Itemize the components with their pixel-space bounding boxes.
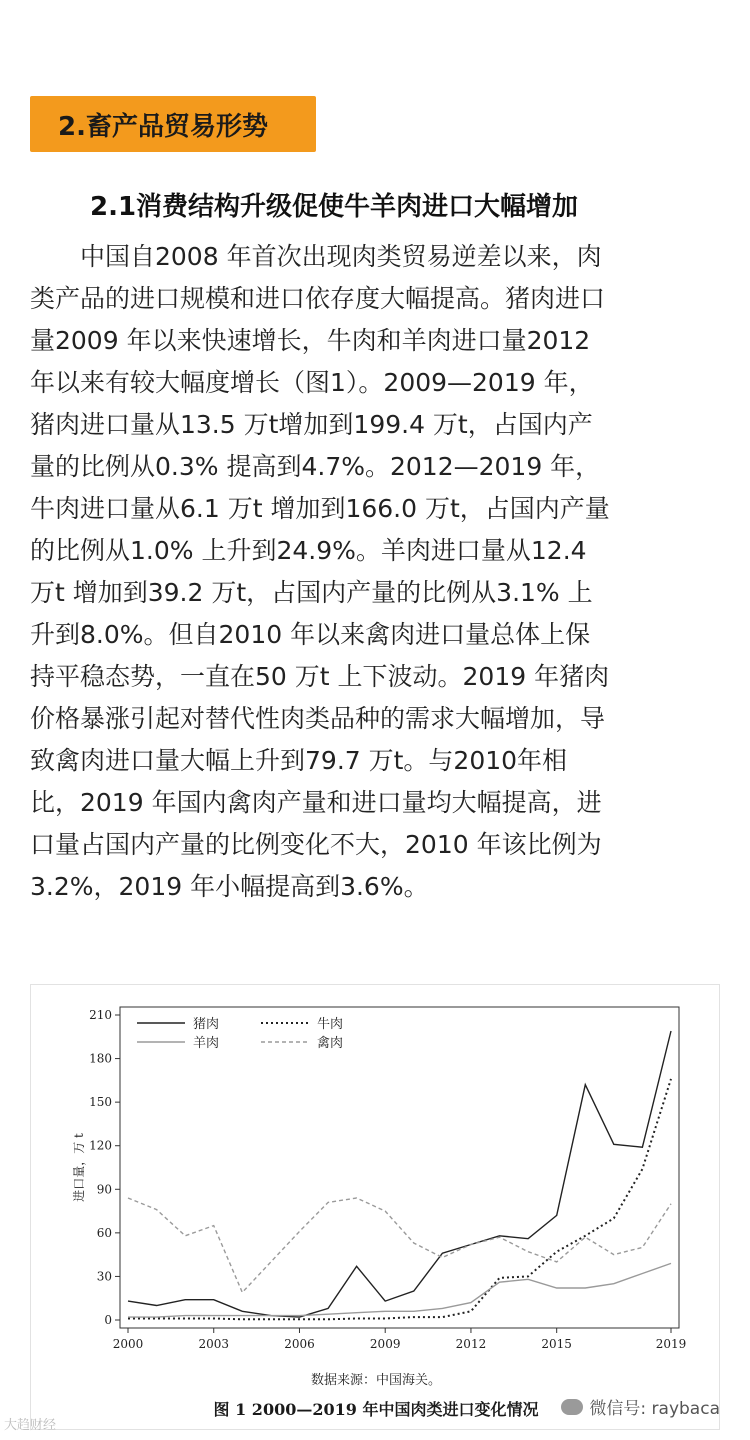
body-paragraph xyxy=(30,236,720,908)
paragraph-line: 比，2019 年国内禽肉产量和进口量均大幅提高，进 xyxy=(30,788,602,817)
y-tick-label: 180 xyxy=(89,1051,112,1066)
y-tick-label: 90 xyxy=(96,1182,112,1197)
series-line-羊肉 xyxy=(128,1263,671,1317)
legend-label: 羊肉 xyxy=(193,1036,220,1051)
wechat-id: 微信号: raybaca xyxy=(589,1399,720,1419)
subheading: 2.1消费结构升级促使牛羊肉进口大幅增加 xyxy=(90,192,579,222)
x-tick-label: 2019 xyxy=(655,1337,687,1351)
section-title-badge xyxy=(30,96,316,152)
section-title: 2.畜产品贸易形势 xyxy=(58,111,268,142)
paragraph-line: 3.2%，2019 年小幅提高到3.6%。 xyxy=(30,872,429,901)
wechat-watermark xyxy=(561,1394,720,1419)
y-tick-label: 60 xyxy=(96,1225,112,1240)
x-tick-label: 2009 xyxy=(369,1337,401,1351)
paragraph-line: 类产品的进口规模和进口依存度大幅提高。猪肉进口 xyxy=(30,284,606,313)
wechat-icon xyxy=(561,1399,583,1415)
series-line-禽肉 xyxy=(128,1198,671,1292)
paragraph-line: 致禽肉进口量大幅上升到79.7 万t。与2010年相 xyxy=(30,746,568,775)
paragraph-line: 猪肉进口量从13.5 万t增加到199.4 万t，占国内产 xyxy=(30,410,593,439)
legend-label: 牛肉 xyxy=(317,1017,344,1032)
legend-label: 猪肉 xyxy=(193,1017,220,1032)
paragraph-line: 年以来有较大幅度增长（图1）。2009—2019 年， xyxy=(30,368,594,397)
plot-frame xyxy=(120,1007,679,1328)
import-line-chart xyxy=(31,985,721,1431)
paragraph-line: 的比例从1.0% 上升到24.9%。羊肉进口量从12.4 xyxy=(30,536,587,565)
left-watermark: 大趋财经 xyxy=(4,1418,57,1433)
y-tick-label: 210 xyxy=(89,1008,112,1022)
y-tick-label: 30 xyxy=(96,1269,112,1284)
y-tick-label: 120 xyxy=(89,1138,112,1153)
legend-label: 禽肉 xyxy=(317,1036,344,1051)
series-line-牛肉 xyxy=(128,1079,671,1319)
paragraph-line: 量的比例从0.3% 提高到4.7%。2012—2019 年， xyxy=(30,452,601,481)
paragraph-line: 升到8.0%。但自2010 年以来禽肉进口量总体上保 xyxy=(30,620,591,649)
paragraph-line: 中国自2008 年首次出现肉类贸易逆差以来，肉 xyxy=(30,242,602,271)
x-tick-label: 2000 xyxy=(112,1337,144,1351)
figure-caption: 图 1 2000—2019 年中国肉类进口变化情况 xyxy=(213,1400,539,1419)
y-tick-label: 150 xyxy=(89,1095,112,1110)
x-tick-label: 2012 xyxy=(455,1337,487,1351)
paragraph-line: 万t 增加到39.2 万t，占国内产量的比例从3.1% 上 xyxy=(30,578,593,607)
x-tick-label: 2015 xyxy=(541,1337,572,1351)
figure-source: 数据来源：中国海关。 xyxy=(310,1373,441,1388)
paragraph-line: 持平稳态势，一直在50 万t 上下波动。2019 年猪肉 xyxy=(30,662,610,691)
y-tick-label: 0 xyxy=(104,1313,112,1327)
paragraph-line: 口量占国内产量的比例变化不大，2010 年该比例为 xyxy=(30,830,602,859)
paragraph-line: 量2009 年以来快速增长，牛肉和羊肉进口量2012 xyxy=(30,326,591,355)
x-tick-label: 2003 xyxy=(198,1337,230,1351)
figure-1 xyxy=(30,984,720,1430)
x-tick-label: 2006 xyxy=(284,1337,315,1351)
paragraph-line: 价格暴涨引起对替代性肉类品种的需求大幅增加，导 xyxy=(30,704,606,733)
y-axis-label: 进口量，万 t xyxy=(72,1133,86,1202)
paragraph-line: 牛肉进口量从6.1 万t 增加到166.0 万t，占国内产量 xyxy=(30,494,610,523)
series-line-猪肉 xyxy=(128,1031,671,1317)
